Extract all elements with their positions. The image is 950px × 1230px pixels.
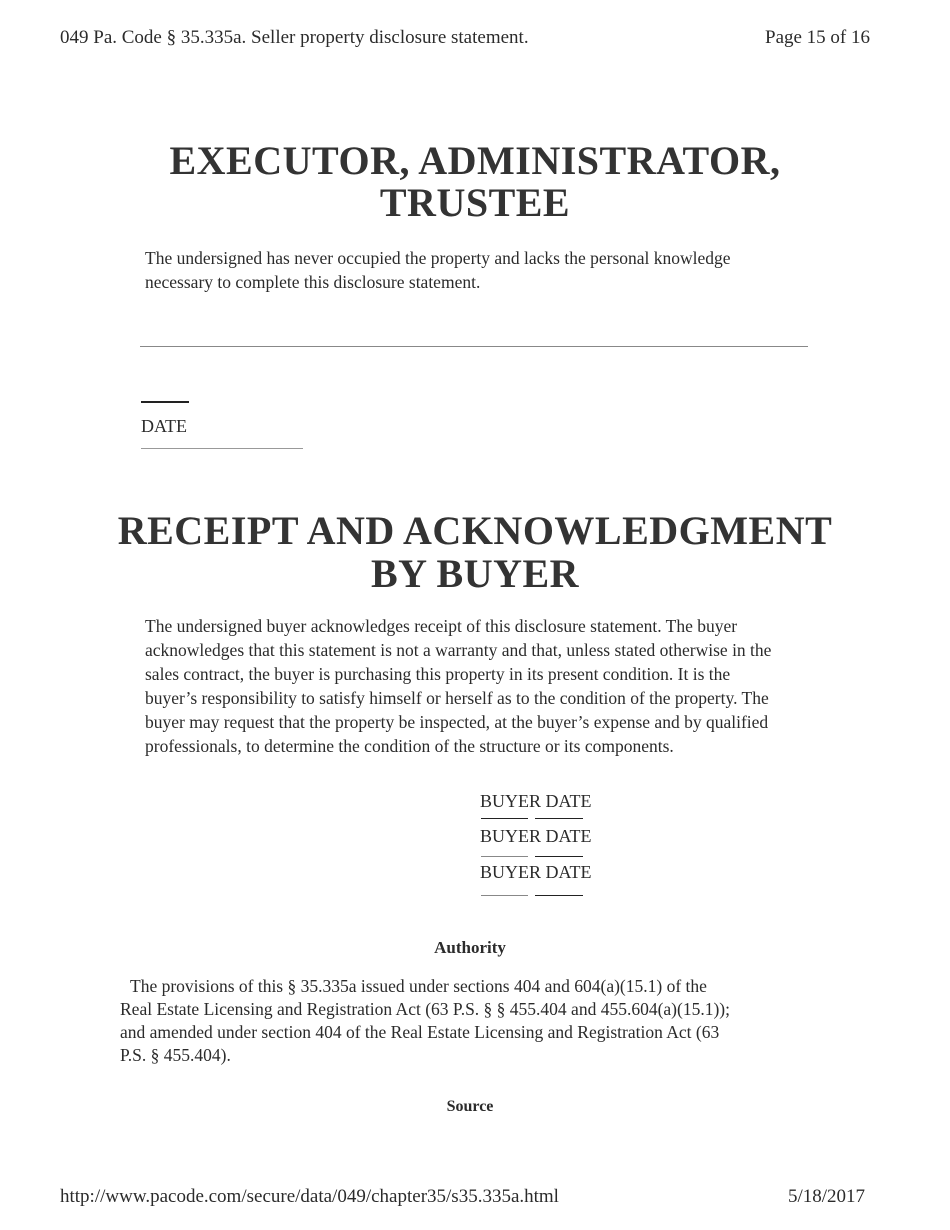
date-line bbox=[535, 818, 583, 819]
buyer-label: BUYER bbox=[480, 826, 542, 846]
source-heading: Source bbox=[446, 1098, 494, 1115]
date-line bbox=[535, 856, 583, 857]
executor-paragraph bbox=[145, 246, 731, 294]
date-line bbox=[535, 895, 583, 896]
executor-date-label: DATE bbox=[141, 416, 187, 436]
buyer-line bbox=[481, 856, 528, 857]
paragraph-line: acknowledges that this statement is not a warranty and that, unless stated otherwise in the bbox=[145, 640, 772, 660]
paragraph-line: and amended under section 404 of the Real Estate Licensing and Registration Act (63 bbox=[120, 1022, 720, 1042]
footer-date: 5/18/2017 bbox=[788, 1186, 866, 1207]
buyer-label: BUYER bbox=[480, 862, 542, 882]
buyer-label: BUYER bbox=[480, 791, 542, 811]
paragraph-line: buyer’s responsibility to satisfy himself or herself as to the condition of the property. The bbox=[145, 688, 769, 708]
buyer-signature-row-3 bbox=[480, 862, 592, 883]
receipt-title-line-2: BY BUYER bbox=[370, 551, 580, 596]
paragraph-line: buyer may request that the property be inspected, at the buyer’s expense and by qualified bbox=[145, 712, 769, 732]
buyer-line bbox=[481, 818, 528, 819]
executor-title-line-1: EXECUTOR, ADMINISTRATOR, bbox=[169, 138, 781, 183]
paragraph-line: necessary to complete this disclosure statement. bbox=[145, 272, 481, 292]
paragraph-line: The undersigned buyer acknowledges receipt of this disclosure statement. The buyer bbox=[145, 616, 738, 636]
receipt-paragraph bbox=[145, 614, 771, 758]
executor-signature-line bbox=[140, 346, 808, 347]
paragraph-line: The provisions of this § 35.335a issued under sections 404 and 604(a)(15.1) of the bbox=[130, 976, 707, 996]
date-label: DATE bbox=[545, 826, 592, 846]
authority-paragraph bbox=[120, 975, 730, 1067]
paragraph-line: Real Estate Licensing and Registration Act (63 P.S. § § 455.404 and 455.604(a)(15.1)); bbox=[120, 999, 730, 1019]
date-underline bbox=[141, 448, 303, 449]
date-label: DATE bbox=[545, 791, 592, 811]
date-label: DATE bbox=[545, 862, 592, 882]
date-blank-line bbox=[141, 401, 189, 403]
paragraph-line: sales contract, the buyer is purchasing this property in its present condition. It is the bbox=[145, 664, 731, 684]
header-page-number: Page 15 of 16 bbox=[765, 27, 871, 48]
buyer-line bbox=[481, 895, 528, 896]
buyer-signature-row-1 bbox=[480, 791, 592, 812]
header-document-title: 049 Pa. Code § 35.335a. Seller property disclosure statement. bbox=[60, 27, 529, 48]
authority-heading: Authority bbox=[434, 938, 506, 957]
executor-title-line-2: TRUSTEE bbox=[379, 180, 571, 225]
paragraph-line: The undersigned has never occupied the property and lacks the personal knowledge bbox=[145, 248, 731, 268]
paragraph-line: P.S. § 455.404). bbox=[120, 1045, 231, 1065]
paragraph-line: professionals, to determine the condition of the structure or its components. bbox=[145, 736, 674, 756]
buyer-signature-row-2 bbox=[480, 826, 592, 847]
footer-url: http://www.pacode.com/secure/data/049/chapter35/s35.335a.html bbox=[60, 1186, 559, 1207]
receipt-title-line-1: RECEIPT AND ACKNOWLEDGMENT bbox=[117, 508, 833, 553]
